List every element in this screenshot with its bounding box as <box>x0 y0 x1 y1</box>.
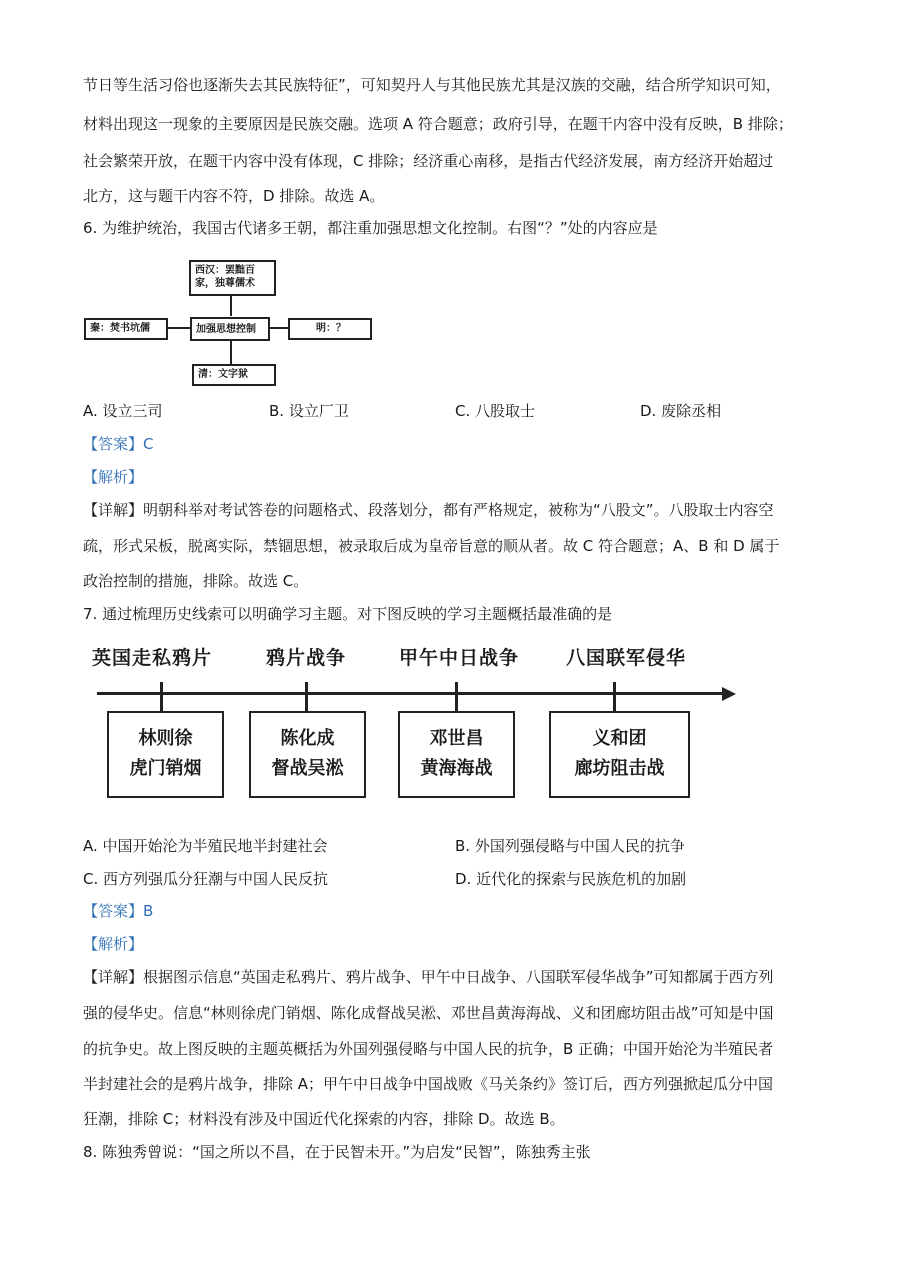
paragraph-line: 北方，这与题干内容不符，D 排除。故选 A。 <box>83 187 385 205</box>
question-6-stem: 6. 为维护统治，我国古代诸多王朝，都注重加强思想文化控制。右图“？”处的内容应是 <box>83 219 658 237</box>
event-person: 陈化成 <box>280 728 335 749</box>
arrow-head-icon <box>722 687 736 701</box>
event-name: 廊坊阻击战 <box>574 758 665 779</box>
event-name: 虎门销烟 <box>129 758 202 779</box>
analysis-label: 【解析】 <box>83 935 144 953</box>
question-8-stem: 8. 陈独秀曾说：“国之所以不昌，在于民智未开。”为启发“民智”，陈独秀主张 <box>83 1143 591 1161</box>
diagram-text: 家，独尊儒术 <box>195 278 255 289</box>
diagram-box-left: 秦：焚书坑儒 <box>84 318 168 340</box>
detail-line: 狂潮，排除 C；材料没有涉及中国近代化探索的内容，排除 D。故选 B。 <box>83 1110 565 1128</box>
analysis-label: 【解析】 <box>83 468 144 486</box>
paragraph-line: 材料出现这一现象的主要原因是民族交融。选项 A 符合题意；政府引导，在题干内容中没有反映，B 排除； <box>83 115 793 133</box>
option-d: D. 近代化的探索与民族危机的加剧 <box>455 870 687 888</box>
paragraph-line: 节日等生活习俗也逐渐失去其民族特征”，可知契丹人与其他民族尤其是汉族的交融，结合所学知识可知， <box>83 76 781 94</box>
timeline-label: 鸦片战争 <box>266 647 347 669</box>
option-c: C. 八股取士 <box>455 402 536 420</box>
answer-label: 【答案】C <box>83 435 154 453</box>
event-box <box>398 711 515 798</box>
option-b: B. 外国列强侵略与中国人民的抗争 <box>455 837 685 855</box>
diagram-box-bottom: 清：文字狱 <box>192 364 276 386</box>
diagram-box-top <box>189 260 276 296</box>
detail-line: 半封建社会的是鸦片战争，排除 A；甲午中日战争中国战败《马关条约》签订后，西方列强掀起瓜分中国 <box>83 1075 774 1093</box>
event-box <box>249 711 366 798</box>
option-a: A. 设立三司 <box>83 402 163 420</box>
timeline-label: 八国联军侵华 <box>566 647 687 669</box>
event-person: 义和团 <box>592 728 647 749</box>
paragraph-line: 社会繁荣开放，在题干内容中没有体现，C 排除；经济重心南移，是指古代经济发展，南方经济开始超过 <box>83 152 774 170</box>
timeline-label: 甲午中日战争 <box>399 647 520 669</box>
answer-label: 【答案】B <box>83 902 154 920</box>
option-a: A. 中国开始沦为半殖民地半封建社会 <box>83 837 328 855</box>
timeline-label: 英国走私鸦片 <box>92 647 213 669</box>
diagram-box-right: 明：？ <box>288 318 372 340</box>
option-d: D. 废除丞相 <box>640 402 722 420</box>
diagram-text: 西汉：罢黜百 <box>195 265 255 276</box>
event-name: 黄海海战 <box>420 758 493 779</box>
timeline-axis <box>97 692 725 695</box>
detail-line: 疏，形式呆板，脱离实际，禁锢思想，被录取后成为皇帝旨意的顺从者。故 C 符合题意；A、B 和 D 属于 <box>83 537 780 555</box>
diagram-box-center: 加强思想控制 <box>190 317 270 341</box>
event-box <box>107 711 224 798</box>
detail-line: 【详解】根据图示信息“英国走私鸦片、鸦片战争、甲午中日战争、八国联军侵华战争”可知都属于西方列 <box>83 968 774 986</box>
detail-line: 【详解】明朝科举对考试答卷的问题格式、段落划分，都有严格规定，被称为“八股文”。八股取士内容空 <box>83 501 774 519</box>
event-name: 督战吴淞 <box>271 758 344 779</box>
option-b: B. 设立厂卫 <box>269 402 349 420</box>
event-person: 林则徐 <box>138 728 193 749</box>
option-c: C. 西方列强瓜分狂潮与中国人民反抗 <box>83 870 329 888</box>
detail-line: 的抗争史。故上图反映的主题英概括为外国列强侵略与中国人民的抗争，B 正确；中国开始沦为半殖民者 <box>83 1040 774 1058</box>
detail-line: 强的侵华史。信息“林则徐虎门销烟、陈化成督战吴淞、邓世昌黄海海战、义和团廊坊阻击战”可知是中国 <box>83 1004 774 1022</box>
question-7-stem: 7. 通过梳理历史线索可以明确学习主题。对下图反映的学习主题概括最准确的是 <box>83 605 613 623</box>
detail-line: 政治控制的措施，排除。故选 C。 <box>83 572 309 590</box>
event-box <box>549 711 690 798</box>
event-person: 邓世昌 <box>429 728 484 749</box>
